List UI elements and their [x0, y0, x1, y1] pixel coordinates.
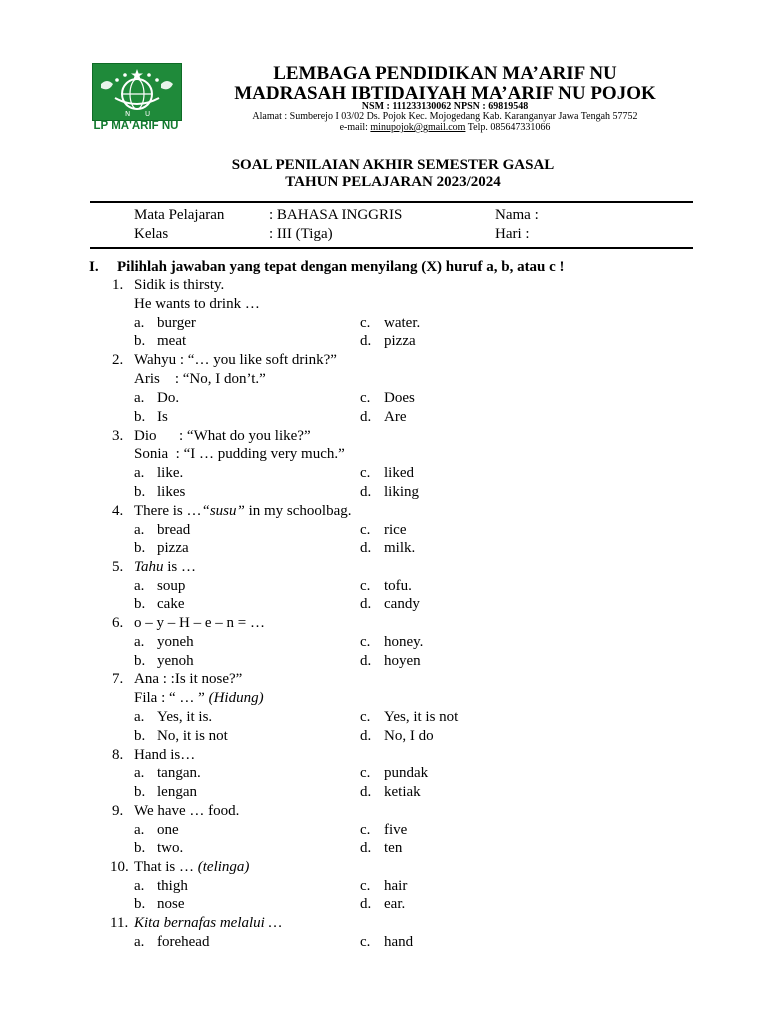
option-c: liked — [384, 465, 414, 481]
option-letter: a. — [134, 822, 145, 838]
option-letter: a. — [134, 934, 145, 950]
question-number: 10. — [110, 859, 129, 875]
institution-name: LEMBAGA PENDIDIKAN MA’ARIF NU — [273, 63, 617, 84]
option-letter: b. — [134, 784, 146, 800]
question-text: Sonia : “I … pudding very much.” — [134, 446, 345, 462]
question-text: Dio : “What do you like?” — [134, 428, 311, 444]
option-c: hair — [384, 878, 408, 894]
option-d: pizza — [384, 333, 416, 349]
question-text — [134, 859, 249, 876]
option-c: water. — [384, 315, 421, 331]
question-number: 9. — [112, 803, 124, 819]
option-d: milk. — [384, 540, 416, 556]
option-a: tangan. — [157, 765, 201, 781]
logo-emblem — [92, 63, 182, 121]
text-segment: in my schoolbag. — [244, 503, 352, 519]
option-letter: c. — [360, 634, 371, 650]
option-a: burger — [157, 315, 196, 331]
question-number: 2. — [112, 352, 124, 368]
option-c: honey. — [384, 634, 424, 650]
option-letter: b. — [134, 596, 146, 612]
option-letter: b. — [134, 840, 146, 856]
option-a: thigh — [157, 878, 188, 894]
question-number: 11. — [110, 915, 129, 931]
option-letter: a. — [134, 522, 145, 538]
option-letter: b. — [134, 333, 146, 349]
option-letter: a. — [134, 578, 145, 594]
option-c: pundak — [384, 765, 429, 781]
option-b: pizza — [157, 540, 189, 556]
bottom-divider — [90, 247, 693, 249]
option-b: meat — [157, 333, 187, 349]
option-letter: b. — [134, 896, 146, 912]
day-label: Hari : — [495, 226, 530, 242]
question-number: 7. — [112, 671, 124, 687]
option-b: yenoh — [157, 653, 194, 669]
question-text: Sidik is thirsty. — [134, 277, 225, 293]
option-c: Does — [384, 390, 415, 406]
option-letter: a. — [134, 465, 145, 481]
subject-label: Mata Pelajaran — [134, 207, 225, 223]
question-text: o – y – H – e – n = … — [134, 615, 265, 631]
option-letter: b. — [134, 540, 146, 556]
option-letter: c. — [360, 390, 371, 406]
question-number: 5. — [112, 559, 124, 575]
question-number: 1. — [112, 277, 124, 293]
option-c: five — [384, 822, 408, 838]
option-letter: d. — [360, 540, 372, 556]
option-a: forehead — [157, 934, 210, 950]
school-address: Alamat : Sumberejo I 03/02 Ds. Pojok Kec. Mojogedang Kab. Karanganyar Jawa Tengah 57752 — [252, 111, 638, 122]
question-text — [134, 690, 264, 707]
option-b: nose — [157, 896, 185, 912]
option-letter: a. — [134, 315, 145, 331]
italic-word: Kita bernafas melalui … — [134, 915, 282, 931]
option-b: No, it is not — [157, 728, 228, 744]
option-d: candy — [384, 596, 420, 612]
option-letter: d. — [360, 896, 372, 912]
italic-word: Tahu — [134, 559, 164, 575]
svg-text:N: N — [125, 110, 131, 118]
option-letter: d. — [360, 784, 372, 800]
option-d: ear. — [384, 896, 406, 912]
question-text: Aris : “No, I don’t.” — [134, 371, 266, 387]
section-number: I. — [89, 259, 99, 275]
option-letter: d. — [360, 596, 372, 612]
option-c: rice — [384, 522, 407, 538]
option-letter: a. — [134, 390, 145, 406]
option-c: tofu. — [384, 578, 412, 594]
option-a: like. — [157, 465, 184, 481]
option-letter: d. — [360, 653, 372, 669]
option-c: hand — [384, 934, 414, 950]
option-letter: a. — [134, 634, 145, 650]
option-b: likes — [157, 484, 186, 500]
option-a: one — [157, 822, 179, 838]
option-a: bread — [157, 522, 191, 538]
option-b: Is — [157, 409, 168, 425]
option-letter: c. — [360, 878, 371, 894]
option-d: No, I do — [384, 728, 434, 744]
option-letter: a. — [134, 709, 145, 725]
option-letter: d. — [360, 484, 372, 500]
option-a: Yes, it is. — [157, 709, 213, 725]
text-segment: There is … — [134, 503, 202, 519]
option-a: Do. — [157, 390, 180, 406]
option-a: yoneh — [157, 634, 194, 650]
contact-line — [180, 122, 710, 133]
school-name: MADRASAH IBTIDAIYAH MA’ARIF NU POJOK — [234, 83, 656, 104]
option-letter: b. — [134, 409, 146, 425]
option-letter: c. — [360, 822, 371, 838]
class-value: : III (Tiga) — [269, 226, 333, 242]
option-d: liking — [384, 484, 420, 500]
option-letter: a. — [134, 765, 145, 781]
question-number: 3. — [112, 428, 124, 444]
question-text — [134, 559, 196, 576]
email-label: e-mail: — [339, 122, 371, 133]
option-b: cake — [157, 596, 185, 612]
option-d: hoyen — [384, 653, 421, 669]
option-letter: b. — [134, 653, 146, 669]
question-text — [134, 503, 352, 520]
option-letter: c. — [360, 578, 371, 594]
section-instruction: Pilihlah jawaban yang tepat dengan menyilang (X) huruf a, b, atau c ! — [117, 259, 565, 275]
question-number: 8. — [112, 747, 124, 763]
option-letter: c. — [360, 709, 371, 725]
option-letter: c. — [360, 934, 371, 950]
option-b: two. — [157, 840, 184, 856]
question-text: We have … food. — [134, 803, 240, 819]
option-letter: c. — [360, 465, 371, 481]
option-c: Yes, it is not — [384, 709, 459, 725]
option-letter: d. — [360, 840, 372, 856]
question-number: 4. — [112, 503, 124, 519]
lp-maarif-nu-logo — [91, 62, 181, 136]
option-letter: b. — [134, 484, 146, 500]
option-letter: d. — [360, 728, 372, 744]
question-text: Wahyu : “… you like soft drink?” — [134, 352, 337, 368]
italic-word: (Hidung) — [208, 690, 264, 706]
option-letter: c. — [360, 315, 371, 331]
class-label: Kelas — [134, 226, 169, 242]
subject-value: : BAHASA INGGRIS — [269, 207, 403, 223]
option-b: lengan — [157, 784, 197, 800]
svg-text:U: U — [145, 110, 151, 118]
name-label: Nama : — [495, 207, 539, 223]
nsm-npsn: NSM : 111233130062 NPSN : 69819548 — [361, 101, 529, 112]
academic-year: TAHUN PELAJARAN 2023/2024 — [285, 174, 501, 190]
question-text: He wants to drink … — [134, 296, 260, 312]
text-segment: is … — [163, 559, 196, 575]
logo-caption: LP MA'ARIF NU — [93, 120, 179, 132]
question-text: Hand is… — [134, 747, 196, 763]
option-letter: a. — [134, 878, 145, 894]
question-number: 6. — [112, 615, 124, 631]
globe-star-emblem-icon — [93, 64, 181, 120]
italic-word: “susu” — [201, 503, 245, 519]
option-a: soup — [157, 578, 186, 594]
text-segment: Fila : “ … ” — [134, 690, 209, 706]
option-letter: b. — [134, 728, 146, 744]
email-link[interactable]: minupojok@gmail.com — [370, 122, 466, 133]
option-letter: d. — [360, 409, 372, 425]
question-text — [134, 915, 282, 932]
option-d: ketiak — [384, 784, 421, 800]
option-letter: d. — [360, 333, 372, 349]
italic-word: (telinga) — [197, 859, 250, 875]
exam-title: SOAL PENILAIAN AKHIR SEMESTER GASAL — [231, 157, 555, 173]
option-d: Are — [384, 409, 407, 425]
option-letter: c. — [360, 765, 371, 781]
phone-text: Telp. 085647331066 — [465, 122, 551, 133]
question-text: Ana : :Is it nose?” — [134, 671, 243, 687]
top-divider — [90, 201, 693, 203]
text-segment: That is … — [134, 859, 198, 875]
option-letter: c. — [360, 522, 371, 538]
option-d: ten — [384, 840, 403, 856]
